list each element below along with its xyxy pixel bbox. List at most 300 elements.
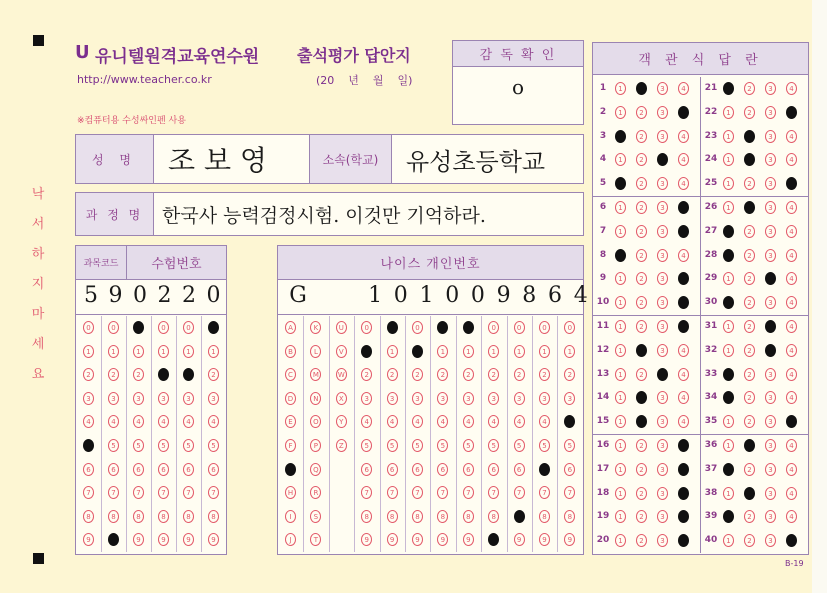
answer-bubble[interactable]: 2 xyxy=(744,320,755,333)
exam-digit-bubble[interactable]: 2 xyxy=(108,368,119,381)
neis-digit-bubble[interactable]: 4 xyxy=(514,415,525,428)
answer-bubble[interactable]: 3 xyxy=(657,463,668,476)
answer-bubble[interactable]: 1 xyxy=(615,463,626,476)
answer-bubble[interactable]: 3 xyxy=(657,487,668,500)
answer-bubble[interactable]: 4 xyxy=(786,130,797,143)
neis-digit-bubble[interactable]: 1 xyxy=(387,345,398,358)
answer-bubble[interactable]: 4 xyxy=(786,368,797,381)
exam-digit-bubble[interactable]: 0 xyxy=(83,321,94,334)
answer-bubble[interactable] xyxy=(678,487,689,500)
neis-digit-bubble[interactable]: 3 xyxy=(437,392,448,405)
neis-letter-bubble[interactable]: H xyxy=(285,486,296,499)
answer-bubble[interactable]: 2 xyxy=(636,201,647,214)
exam-digit-bubble[interactable]: 6 xyxy=(133,463,144,476)
answer-bubble[interactable]: 3 xyxy=(765,534,776,547)
neis-digit-bubble[interactable]: 6 xyxy=(463,463,474,476)
answer-bubble[interactable]: 4 xyxy=(786,153,797,166)
neis-digit-bubble[interactable]: 0 xyxy=(514,321,525,334)
exam-digit-bubble[interactable]: 3 xyxy=(158,392,169,405)
exam-digit-bubble[interactable]: 9 xyxy=(133,533,144,546)
exam-digit-bubble[interactable]: 1 xyxy=(83,345,94,358)
answer-bubble[interactable]: 2 xyxy=(636,106,647,119)
exam-digit-bubble[interactable]: 5 xyxy=(158,439,169,452)
neis-digit-bubble[interactable] xyxy=(463,321,474,334)
answer-bubble[interactable] xyxy=(786,177,797,190)
answer-bubble[interactable]: 1 xyxy=(615,153,626,166)
neis-digit-bubble[interactable]: 7 xyxy=(488,486,499,499)
exam-digit-bubble[interactable]: 7 xyxy=(133,486,144,499)
exam-digit-bubble[interactable]: 1 xyxy=(133,345,144,358)
exam-digit-bubble[interactable]: 5 xyxy=(108,439,119,452)
neis-digit-bubble[interactable]: 2 xyxy=(463,368,474,381)
answer-bubble[interactable]: 2 xyxy=(636,225,647,238)
exam-digit-bubble[interactable]: 6 xyxy=(183,463,194,476)
answer-bubble[interactable] xyxy=(678,106,689,119)
answer-bubble[interactable] xyxy=(678,225,689,238)
answer-bubble[interactable]: 4 xyxy=(678,130,689,143)
exam-digit-bubble[interactable]: 9 xyxy=(208,533,219,546)
neis-digit-bubble[interactable]: 6 xyxy=(361,463,372,476)
neis-digit-bubble[interactable]: 3 xyxy=(463,392,474,405)
neis-digit-bubble[interactable]: 1 xyxy=(488,345,499,358)
answer-bubble[interactable]: 1 xyxy=(615,368,626,381)
answer-bubble[interactable]: 2 xyxy=(744,510,755,523)
answer-bubble[interactable]: 3 xyxy=(765,130,776,143)
answer-bubble[interactable]: 2 xyxy=(744,344,755,357)
answer-bubble[interactable]: 4 xyxy=(786,510,797,523)
neis-digit-bubble[interactable]: 6 xyxy=(437,463,448,476)
answer-bubble[interactable] xyxy=(723,249,734,262)
neis-letter-bubble[interactable]: W xyxy=(336,368,347,381)
neis-digit-bubble[interactable]: 5 xyxy=(564,439,575,452)
answer-bubble[interactable]: 3 xyxy=(765,249,776,262)
neis-letter-bubble[interactable]: Q xyxy=(310,463,321,476)
neis-digit-bubble[interactable]: 0 xyxy=(564,321,575,334)
exam-digit-bubble[interactable]: 1 xyxy=(158,345,169,358)
neis-digit-bubble[interactable]: 9 xyxy=(437,533,448,546)
answer-bubble[interactable] xyxy=(765,272,776,285)
exam-digit-bubble[interactable]: 1 xyxy=(208,345,219,358)
answer-bubble[interactable]: 3 xyxy=(765,510,776,523)
neis-digit-bubble[interactable]: 0 xyxy=(539,321,550,334)
neis-letter-bubble[interactable]: F xyxy=(285,439,296,452)
answer-bubble[interactable]: 1 xyxy=(723,177,734,190)
neis-digit-bubble[interactable]: 8 xyxy=(564,510,575,523)
neis-digit-bubble[interactable]: 8 xyxy=(437,510,448,523)
neis-digit-bubble[interactable]: 5 xyxy=(488,439,499,452)
answer-bubble[interactable]: 2 xyxy=(636,130,647,143)
neis-digit-bubble[interactable]: 3 xyxy=(361,392,372,405)
answer-bubble[interactable]: 4 xyxy=(786,201,797,214)
exam-digit-bubble[interactable]: 4 xyxy=(208,415,219,428)
exam-digit-bubble[interactable]: 7 xyxy=(108,486,119,499)
neis-digit-bubble[interactable]: 5 xyxy=(539,439,550,452)
neis-letter-bubble[interactable]: A xyxy=(285,321,296,334)
answer-bubble[interactable] xyxy=(636,415,647,428)
exam-digit-bubble[interactable]: 6 xyxy=(83,463,94,476)
answer-bubble[interactable] xyxy=(678,201,689,214)
answer-bubble[interactable]: 3 xyxy=(657,201,668,214)
neis-digit-bubble[interactable]: 7 xyxy=(514,486,525,499)
answer-bubble[interactable] xyxy=(678,272,689,285)
exam-digit-bubble[interactable]: 7 xyxy=(183,486,194,499)
answer-bubble[interactable]: 2 xyxy=(744,225,755,238)
answer-bubble[interactable]: 1 xyxy=(615,106,626,119)
answer-bubble[interactable]: 1 xyxy=(723,201,734,214)
neis-digit-bubble[interactable]: 7 xyxy=(437,486,448,499)
answer-bubble[interactable]: 1 xyxy=(615,510,626,523)
neis-digit-bubble[interactable]: 4 xyxy=(437,415,448,428)
answer-bubble[interactable]: 1 xyxy=(723,415,734,428)
answer-bubble[interactable]: 3 xyxy=(657,272,668,285)
exam-digit-bubble[interactable]: 8 xyxy=(158,510,169,523)
answer-bubble[interactable]: 2 xyxy=(636,249,647,262)
answer-bubble[interactable] xyxy=(636,391,647,404)
answer-bubble[interactable]: 3 xyxy=(657,249,668,262)
exam-digit-bubble[interactable]: 6 xyxy=(158,463,169,476)
neis-digit-bubble[interactable]: 2 xyxy=(514,368,525,381)
answer-bubble[interactable]: 3 xyxy=(657,130,668,143)
neis-digit-bubble[interactable] xyxy=(387,321,398,334)
exam-digit-bubble[interactable]: 6 xyxy=(208,463,219,476)
answer-bubble[interactable]: 3 xyxy=(765,153,776,166)
answer-bubble[interactable]: 2 xyxy=(636,510,647,523)
answer-bubble[interactable]: 2 xyxy=(744,415,755,428)
answer-bubble[interactable] xyxy=(615,130,626,143)
exam-digit-bubble[interactable]: 3 xyxy=(133,392,144,405)
answer-bubble[interactable]: 4 xyxy=(678,368,689,381)
exam-digit-bubble[interactable]: 9 xyxy=(158,533,169,546)
exam-digit-bubble[interactable]: 8 xyxy=(83,510,94,523)
exam-digit-bubble[interactable]: 2 xyxy=(133,368,144,381)
answer-bubble[interactable]: 3 xyxy=(765,439,776,452)
neis-digit-bubble[interactable]: 0 xyxy=(412,321,423,334)
answer-bubble[interactable] xyxy=(744,201,755,214)
answer-bubble[interactable] xyxy=(723,368,734,381)
neis-digit-bubble[interactable]: 9 xyxy=(463,533,474,546)
answer-bubble[interactable]: 3 xyxy=(765,82,776,95)
neis-digit-bubble[interactable] xyxy=(564,415,575,428)
neis-letter-bubble[interactable]: R xyxy=(310,486,321,499)
neis-digit-bubble[interactable]: 3 xyxy=(412,392,423,405)
answer-bubble[interactable]: 2 xyxy=(636,177,647,190)
neis-digit-bubble[interactable]: 1 xyxy=(463,345,474,358)
neis-digit-bubble[interactable]: 8 xyxy=(463,510,474,523)
neis-digit-bubble[interactable] xyxy=(539,463,550,476)
neis-digit-bubble[interactable] xyxy=(514,510,525,523)
answer-bubble[interactable]: 2 xyxy=(636,463,647,476)
answer-bubble[interactable] xyxy=(723,391,734,404)
answer-bubble[interactable]: 4 xyxy=(786,463,797,476)
answer-bubble[interactable]: 1 xyxy=(723,130,734,143)
answer-bubble[interactable] xyxy=(678,320,689,333)
answer-bubble[interactable]: 1 xyxy=(723,344,734,357)
neis-letter-bubble[interactable]: P xyxy=(310,439,321,452)
exam-digit-bubble[interactable] xyxy=(158,368,169,381)
neis-digit-bubble[interactable]: 3 xyxy=(564,392,575,405)
answer-bubble[interactable]: 4 xyxy=(786,439,797,452)
answer-bubble[interactable]: 3 xyxy=(765,106,776,119)
answer-bubble[interactable]: 1 xyxy=(615,272,626,285)
neis-digit-bubble[interactable]: 6 xyxy=(514,463,525,476)
answer-bubble[interactable]: 4 xyxy=(678,344,689,357)
answer-bubble[interactable]: 1 xyxy=(615,534,626,547)
answer-bubble[interactable]: 2 xyxy=(636,296,647,309)
exam-digit-bubble[interactable]: 8 xyxy=(108,510,119,523)
answer-bubble[interactable]: 4 xyxy=(786,272,797,285)
answer-bubble[interactable]: 1 xyxy=(723,320,734,333)
exam-digit-bubble[interactable] xyxy=(183,368,194,381)
neis-digit-bubble[interactable]: 3 xyxy=(539,392,550,405)
answer-bubble[interactable]: 3 xyxy=(765,463,776,476)
neis-letter-bubble[interactable]: C xyxy=(285,368,296,381)
neis-digit-bubble[interactable]: 7 xyxy=(361,486,372,499)
exam-digit-bubble[interactable]: 3 xyxy=(208,392,219,405)
answer-bubble[interactable]: 3 xyxy=(765,487,776,500)
neis-digit-bubble[interactable]: 9 xyxy=(387,533,398,546)
neis-letter-bubble[interactable]: O xyxy=(310,415,321,428)
answer-bubble[interactable]: 2 xyxy=(636,487,647,500)
answer-bubble[interactable] xyxy=(678,510,689,523)
neis-digit-bubble[interactable]: 2 xyxy=(437,368,448,381)
answer-bubble[interactable]: 2 xyxy=(636,272,647,285)
answer-bubble[interactable] xyxy=(723,82,734,95)
neis-letter-bubble[interactable]: E xyxy=(285,415,296,428)
neis-digit-bubble[interactable]: 5 xyxy=(463,439,474,452)
answer-bubble[interactable]: 4 xyxy=(786,320,797,333)
answer-bubble[interactable]: 4 xyxy=(786,249,797,262)
answer-bubble[interactable]: 3 xyxy=(765,415,776,428)
answer-bubble[interactable] xyxy=(765,344,776,357)
neis-digit-bubble[interactable]: 4 xyxy=(412,415,423,428)
exam-digit-bubble[interactable]: 4 xyxy=(83,415,94,428)
neis-digit-bubble[interactable]: 3 xyxy=(514,392,525,405)
neis-letter-bubble[interactable]: S xyxy=(310,510,321,523)
answer-bubble[interactable]: 1 xyxy=(615,487,626,500)
answer-bubble[interactable]: 3 xyxy=(657,391,668,404)
exam-digit-bubble[interactable]: 8 xyxy=(208,510,219,523)
answer-bubble[interactable]: 3 xyxy=(657,510,668,523)
neis-digit-bubble[interactable]: 2 xyxy=(488,368,499,381)
exam-digit-bubble[interactable]: 4 xyxy=(183,415,194,428)
answer-bubble[interactable]: 4 xyxy=(678,153,689,166)
neis-letter-bubble[interactable]: V xyxy=(336,345,347,358)
answer-bubble[interactable]: 2 xyxy=(636,534,647,547)
answer-bubble[interactable] xyxy=(744,439,755,452)
answer-bubble[interactable]: 4 xyxy=(678,391,689,404)
neis-digit-bubble[interactable]: 4 xyxy=(463,415,474,428)
neis-digit-bubble[interactable]: 2 xyxy=(412,368,423,381)
answer-bubble[interactable]: 1 xyxy=(615,439,626,452)
neis-digit-bubble[interactable]: 9 xyxy=(564,533,575,546)
answer-bubble[interactable] xyxy=(723,296,734,309)
neis-digit-bubble[interactable]: 5 xyxy=(514,439,525,452)
answer-bubble[interactable]: 4 xyxy=(786,344,797,357)
neis-digit-bubble[interactable]: 2 xyxy=(361,368,372,381)
answer-bubble[interactable]: 2 xyxy=(636,439,647,452)
answer-bubble[interactable]: 3 xyxy=(657,439,668,452)
answer-bubble[interactable] xyxy=(615,177,626,190)
answer-bubble[interactable]: 2 xyxy=(744,391,755,404)
neis-digit-bubble[interactable]: 1 xyxy=(437,345,448,358)
neis-digit-bubble[interactable] xyxy=(361,345,372,358)
neis-digit-bubble[interactable]: 0 xyxy=(488,321,499,334)
answer-bubble[interactable]: 3 xyxy=(657,82,668,95)
answer-bubble[interactable] xyxy=(636,344,647,357)
exam-digit-bubble[interactable]: 0 xyxy=(183,321,194,334)
answer-bubble[interactable]: 2 xyxy=(744,368,755,381)
answer-bubble[interactable]: 1 xyxy=(723,534,734,547)
answer-bubble[interactable]: 2 xyxy=(744,463,755,476)
answer-bubble[interactable]: 1 xyxy=(723,439,734,452)
exam-digit-bubble[interactable] xyxy=(208,321,219,334)
answer-bubble[interactable]: 1 xyxy=(723,153,734,166)
exam-digit-bubble[interactable]: 8 xyxy=(133,510,144,523)
exam-digit-bubble[interactable] xyxy=(133,321,144,334)
neis-digit-bubble[interactable]: 1 xyxy=(539,345,550,358)
exam-digit-bubble[interactable]: 5 xyxy=(208,439,219,452)
answer-bubble[interactable]: 3 xyxy=(765,201,776,214)
neis-letter-bubble[interactable]: D xyxy=(285,392,296,405)
neis-letter-bubble[interactable]: I xyxy=(285,510,296,523)
exam-digit-bubble[interactable] xyxy=(83,439,94,452)
exam-digit-bubble[interactable]: 8 xyxy=(183,510,194,523)
exam-digit-bubble[interactable]: 4 xyxy=(158,415,169,428)
answer-bubble[interactable]: 3 xyxy=(657,415,668,428)
neis-digit-bubble[interactable]: 9 xyxy=(361,533,372,546)
neis-letter-bubble[interactable]: K xyxy=(310,321,321,334)
neis-digit-bubble[interactable]: 9 xyxy=(412,533,423,546)
answer-bubble[interactable]: 1 xyxy=(615,344,626,357)
answer-bubble[interactable] xyxy=(678,463,689,476)
answer-bubble[interactable] xyxy=(765,320,776,333)
neis-digit-bubble[interactable] xyxy=(488,533,499,546)
answer-bubble[interactable]: 1 xyxy=(723,487,734,500)
answer-bubble[interactable]: 3 xyxy=(765,177,776,190)
neis-digit-bubble[interactable]: 4 xyxy=(387,415,398,428)
exam-digit-bubble[interactable]: 0 xyxy=(108,321,119,334)
neis-digit-bubble[interactable]: 6 xyxy=(564,463,575,476)
answer-bubble[interactable]: 3 xyxy=(657,106,668,119)
neis-digit-bubble[interactable]: 8 xyxy=(361,510,372,523)
answer-bubble[interactable]: 3 xyxy=(657,344,668,357)
name-value[interactable]: 조 보 영 xyxy=(154,135,310,183)
answer-bubble[interactable] xyxy=(678,534,689,547)
neis-digit-bubble[interactable]: 8 xyxy=(488,510,499,523)
neis-digit-bubble[interactable]: 1 xyxy=(514,345,525,358)
neis-digit-bubble[interactable] xyxy=(437,321,448,334)
answer-bubble[interactable] xyxy=(657,368,668,381)
neis-digit-bubble[interactable]: 9 xyxy=(539,533,550,546)
exam-digit-bubble[interactable]: 4 xyxy=(133,415,144,428)
answer-bubble[interactable] xyxy=(723,463,734,476)
neis-digit-bubble[interactable]: 2 xyxy=(564,368,575,381)
exam-digit-bubble[interactable]: 3 xyxy=(83,392,94,405)
answer-bubble[interactable] xyxy=(744,130,755,143)
answer-bubble[interactable]: 4 xyxy=(786,391,797,404)
exam-digit-bubble[interactable]: 9 xyxy=(183,533,194,546)
answer-bubble[interactable]: 1 xyxy=(615,320,626,333)
neis-digit-bubble[interactable]: 7 xyxy=(412,486,423,499)
exam-digit-bubble[interactable]: 1 xyxy=(183,345,194,358)
exam-digit-bubble[interactable]: 3 xyxy=(108,392,119,405)
exam-digit-bubble[interactable]: 5 xyxy=(183,439,194,452)
answer-bubble[interactable]: 4 xyxy=(678,415,689,428)
neis-digit-bubble[interactable]: 5 xyxy=(412,439,423,452)
answer-bubble[interactable]: 1 xyxy=(615,225,626,238)
exam-digit-bubble[interactable]: 7 xyxy=(158,486,169,499)
answer-bubble[interactable] xyxy=(657,153,668,166)
neis-digit-bubble[interactable]: 1 xyxy=(564,345,575,358)
exam-digit-bubble[interactable]: 5 xyxy=(133,439,144,452)
answer-bubble[interactable]: 1 xyxy=(615,201,626,214)
answer-bubble[interactable]: 1 xyxy=(615,296,626,309)
answer-bubble[interactable] xyxy=(744,153,755,166)
neis-digit-bubble[interactable]: 6 xyxy=(387,463,398,476)
answer-bubble[interactable]: 4 xyxy=(786,82,797,95)
exam-digit-bubble[interactable] xyxy=(108,533,119,546)
neis-digit-bubble[interactable]: 7 xyxy=(539,486,550,499)
exam-digit-bubble[interactable]: 2 xyxy=(83,368,94,381)
answer-bubble[interactable]: 4 xyxy=(678,177,689,190)
affiliation-value[interactable]: 유성초등학교 xyxy=(406,147,546,176)
neis-digit-bubble[interactable]: 5 xyxy=(437,439,448,452)
answer-bubble[interactable]: 3 xyxy=(765,225,776,238)
neis-letter-bubble[interactable]: B xyxy=(285,345,296,358)
neis-digit-bubble[interactable]: 9 xyxy=(514,533,525,546)
neis-digit-bubble[interactable]: 5 xyxy=(387,439,398,452)
exam-digit-bubble[interactable]: 6 xyxy=(108,463,119,476)
neis-digit-bubble[interactable]: 4 xyxy=(488,415,499,428)
answer-bubble[interactable] xyxy=(786,106,797,119)
answer-bubble[interactable]: 2 xyxy=(744,177,755,190)
neis-digit-bubble[interactable]: 7 xyxy=(564,486,575,499)
neis-digit-bubble[interactable]: 5 xyxy=(361,439,372,452)
answer-bubble[interactable]: 4 xyxy=(786,487,797,500)
neis-letter-bubble[interactable]: Z xyxy=(336,439,347,452)
answer-bubble[interactable]: 3 xyxy=(765,296,776,309)
neis-letter-bubble[interactable]: T xyxy=(310,533,321,546)
answer-bubble[interactable]: 1 xyxy=(615,82,626,95)
exam-digit-bubble[interactable]: 7 xyxy=(83,486,94,499)
neis-digit-bubble[interactable]: 2 xyxy=(387,368,398,381)
answer-bubble[interactable] xyxy=(678,296,689,309)
answer-bubble[interactable]: 3 xyxy=(657,296,668,309)
neis-digit-bubble[interactable]: 4 xyxy=(361,415,372,428)
course-value[interactable]: 한국사 능력검정시험. 이것만 기억하라. xyxy=(162,204,486,227)
answer-bubble[interactable]: 2 xyxy=(636,153,647,166)
exam-digit-bubble[interactable]: 7 xyxy=(208,486,219,499)
neis-digit-bubble[interactable]: 7 xyxy=(463,486,474,499)
answer-bubble[interactable]: 3 xyxy=(657,320,668,333)
neis-digit-bubble[interactable]: 3 xyxy=(488,392,499,405)
neis-letter-bubble[interactable] xyxy=(285,463,296,476)
neis-letter-bubble[interactable]: Y xyxy=(336,415,347,428)
answer-bubble[interactable]: 1 xyxy=(723,106,734,119)
answer-bubble[interactable]: 3 xyxy=(657,534,668,547)
answer-bubble[interactable] xyxy=(723,510,734,523)
neis-digit-bubble[interactable]: 2 xyxy=(539,368,550,381)
answer-bubble[interactable]: 4 xyxy=(678,249,689,262)
answer-bubble[interactable]: 3 xyxy=(657,177,668,190)
neis-letter-bubble[interactable]: X xyxy=(336,392,347,405)
neis-digit-bubble[interactable]: 3 xyxy=(387,392,398,405)
answer-bubble[interactable] xyxy=(615,249,626,262)
answer-bubble[interactable]: 1 xyxy=(615,391,626,404)
exam-digit-bubble[interactable]: 9 xyxy=(83,533,94,546)
answer-bubble[interactable] xyxy=(678,439,689,452)
answer-bubble[interactable] xyxy=(744,487,755,500)
